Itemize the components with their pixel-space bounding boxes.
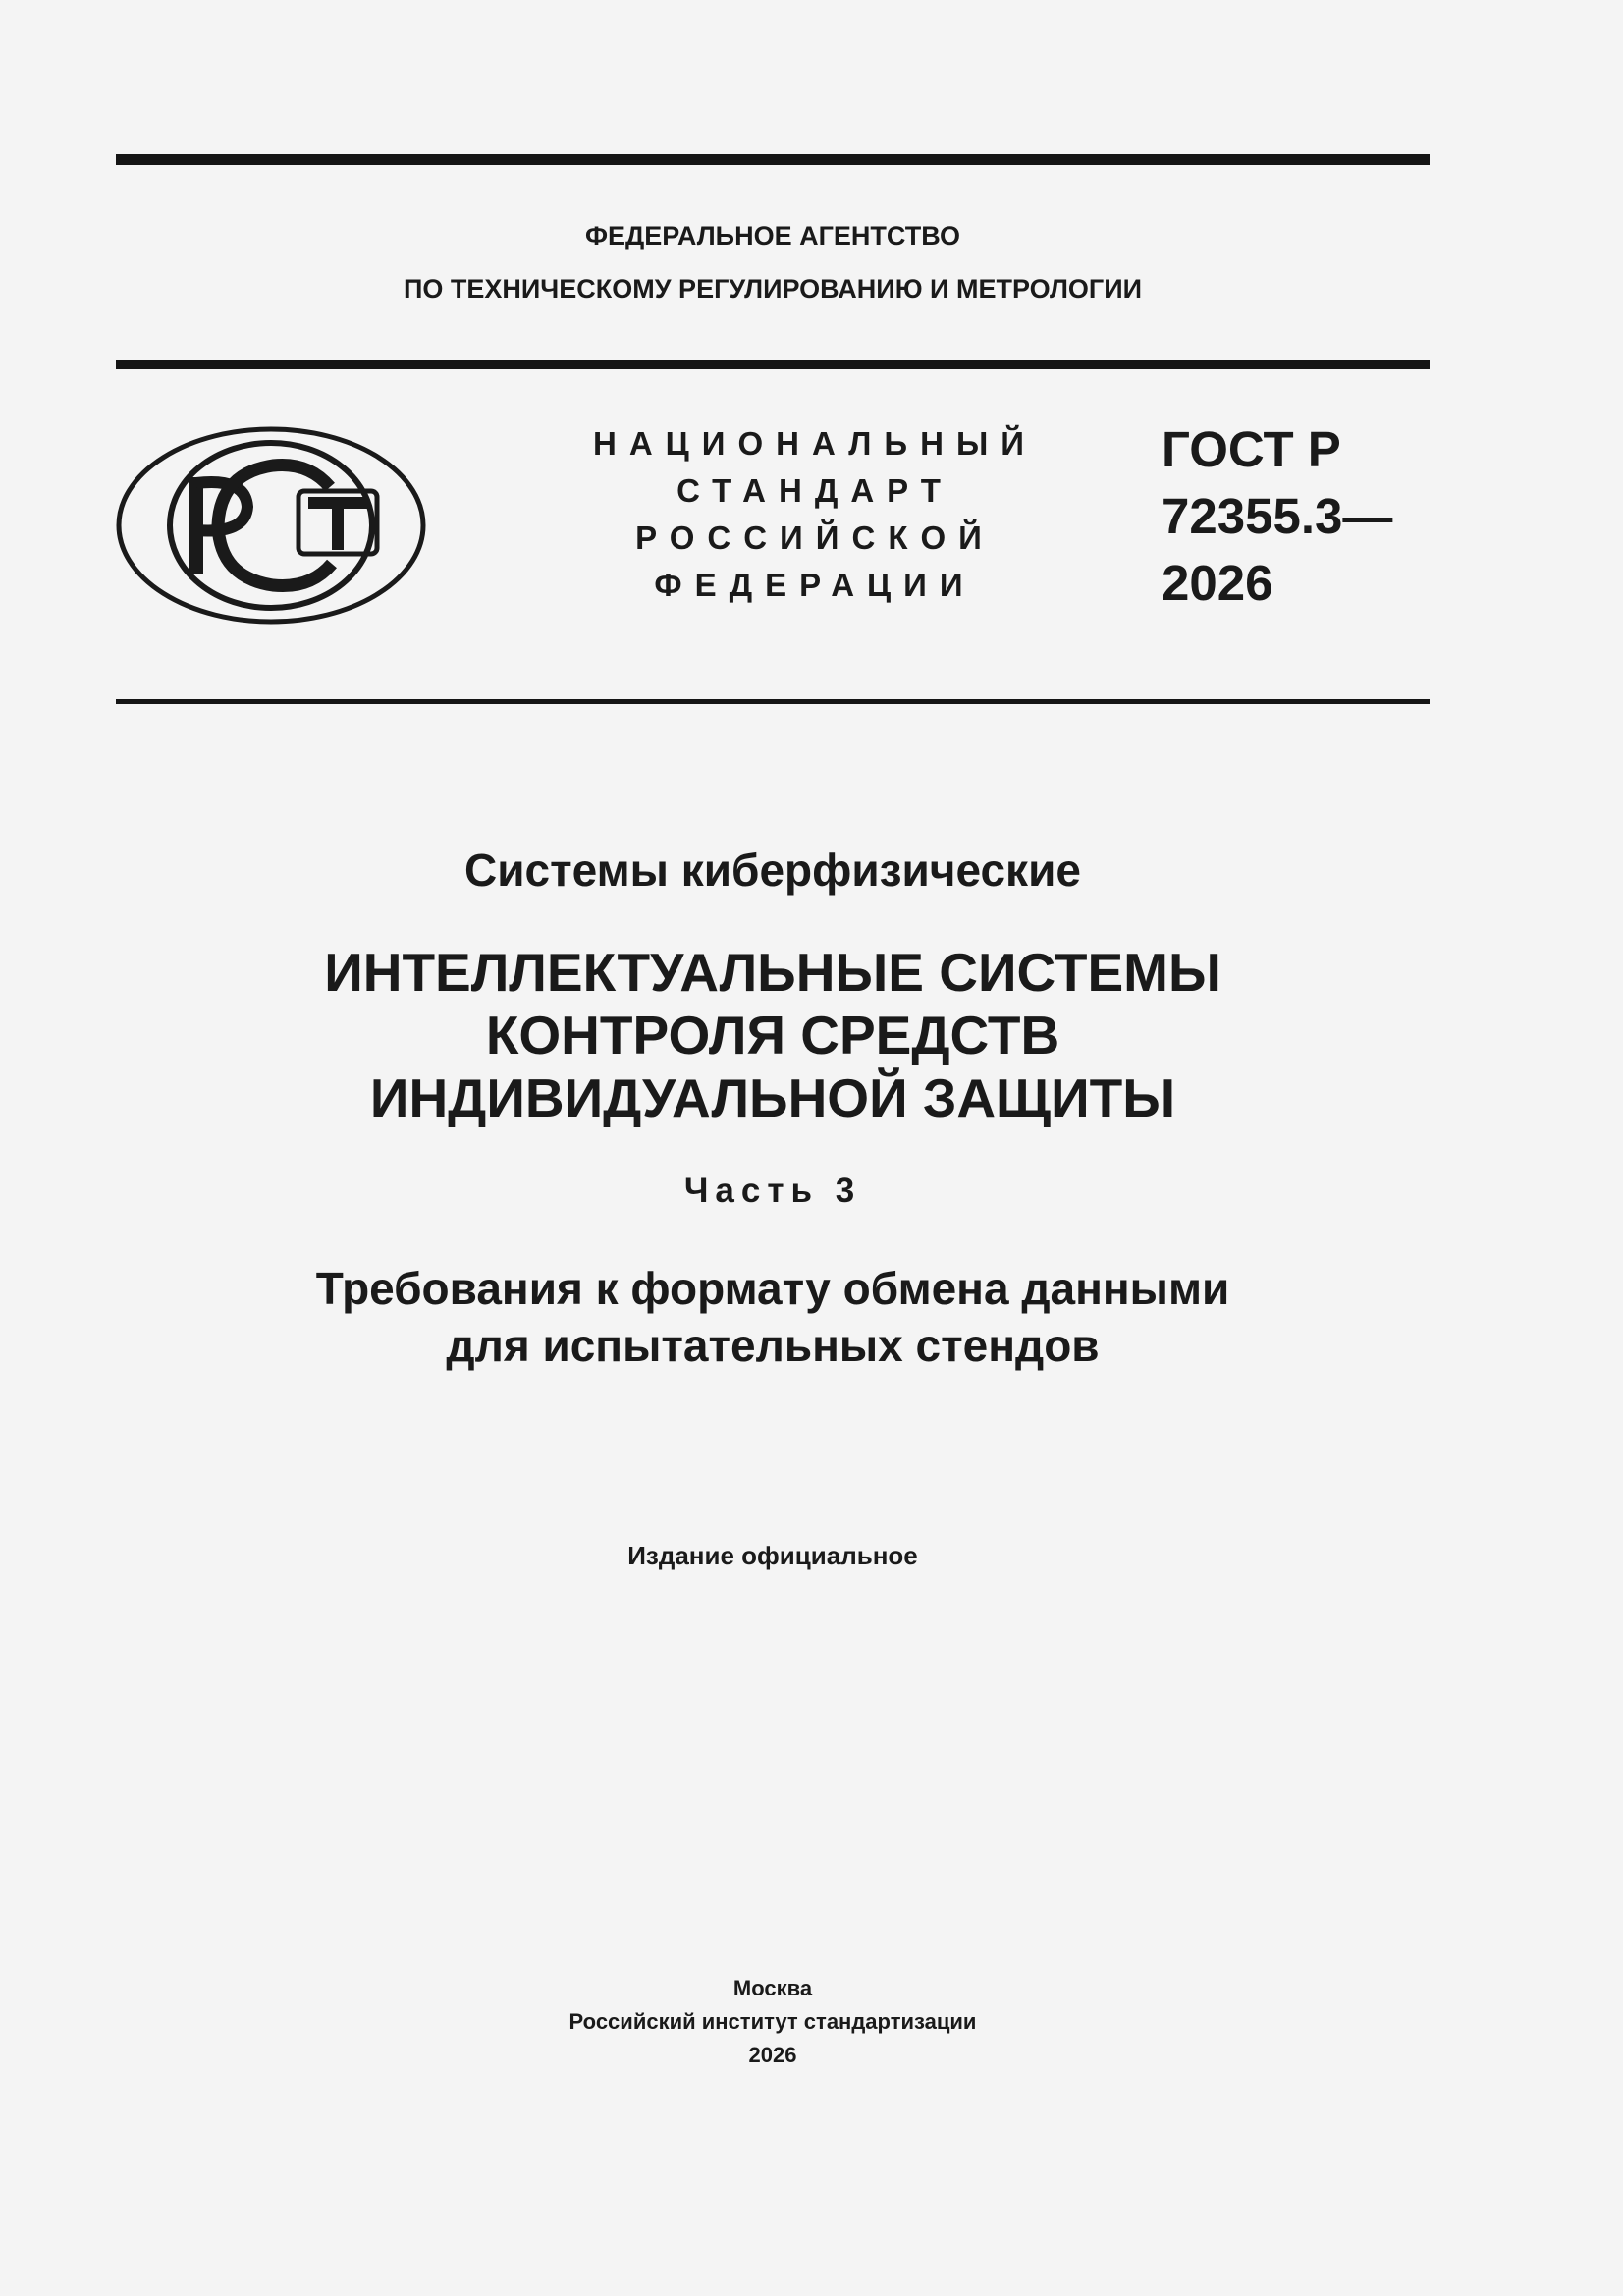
part-number: Часть 3: [683, 1172, 862, 1210]
part-title-line-1: Требования к формату обмена данными: [315, 1263, 1230, 1314]
designation-line-2: 72355.3—: [1162, 488, 1393, 544]
imprint-year: 2026: [748, 2043, 797, 2067]
main-title-line-2: КОНТРОЛЯ СРЕДСТВ: [485, 1005, 1060, 1066]
part-title: [116, 1260, 1430, 1374]
agency-header: [116, 209, 1430, 315]
standard-designation: [1162, 416, 1392, 617]
main-title-line-3: ИНДИВИДУАЛЬНОЙ ЗАЩИТЫ: [369, 1067, 1176, 1128]
designation-line-3: 2026: [1162, 555, 1273, 611]
imprint-publisher: Российский институт стандартизации: [568, 2009, 977, 2034]
imprint: [116, 1972, 1430, 2072]
middle-rule: [116, 360, 1430, 369]
national-line-3: РОССИЙСКОЙ: [635, 519, 995, 556]
edition-note: Издание официальное: [627, 1541, 918, 1570]
national-line-2: СТАНДАРТ: [676, 472, 953, 509]
main-title: [116, 941, 1430, 1129]
rst-gost-logo: [116, 426, 426, 625]
main-title-line-1: ИНТЕЛЛЕКТУАЛЬНЫЕ СИСТЕМЫ: [324, 942, 1221, 1003]
national-line-4: ФЕДЕРАЦИИ: [654, 567, 976, 603]
designation-line-1: ГОСТ Р: [1162, 421, 1341, 477]
series-title: Системы киберфизические: [464, 845, 1081, 896]
agency-line-1: ФЕДЕРАЛЬНОЕ АГЕНТСТВО: [584, 221, 961, 250]
part-title-line-2: для испытательных стендов: [446, 1320, 1100, 1371]
bottom-rule: [116, 699, 1430, 704]
national-line-1: НАЦИОНАЛЬНЫЙ: [593, 425, 1037, 462]
national-standard-label: [589, 420, 1041, 609]
agency-line-2: ПО ТЕХНИЧЕСКОМУ РЕГУЛИРОВАНИЮ И МЕТРОЛОГИИ: [403, 274, 1143, 303]
imprint-city: Москва: [732, 1976, 813, 2000]
top-rule: [116, 154, 1430, 165]
